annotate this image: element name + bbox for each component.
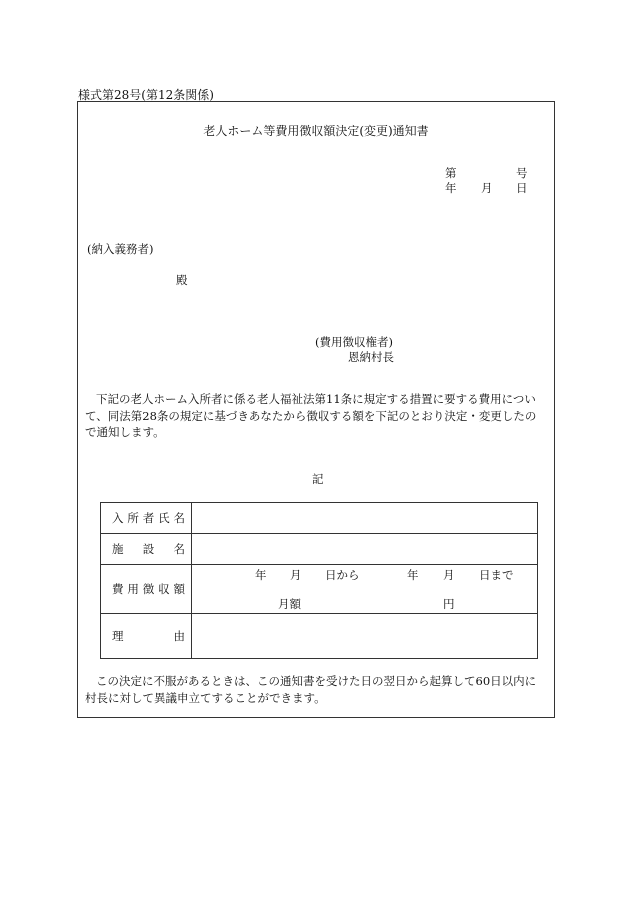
fee-to-year: 年 xyxy=(407,568,419,582)
appeal-line-1: この決定に不服があるときは、この通知書を受けた日の翌日から起算して60日以内に xyxy=(96,674,537,688)
reason-label: 理 由 xyxy=(101,614,192,659)
fee-from-year: 年 xyxy=(255,568,267,582)
reason-field[interactable] xyxy=(192,614,538,659)
fee-label: 費 用 徴 収 額 xyxy=(101,565,192,614)
notice-form-frame xyxy=(77,101,555,718)
resident-name-label: 入 所 者 氏 名 xyxy=(101,503,192,534)
table-row-facility xyxy=(101,534,538,565)
honorific: 殿 xyxy=(176,273,188,287)
fee-field[interactable] xyxy=(192,565,538,614)
issuer-label: (費用徴収権者) xyxy=(315,335,393,349)
facility-field[interactable] xyxy=(192,534,538,565)
form-number: 様式第28号(第12条関係) xyxy=(78,88,214,102)
issuer-name: 恩納村長 xyxy=(348,350,394,364)
body-paragraph xyxy=(85,391,551,441)
recipient-label: (納入義務者) xyxy=(87,242,154,256)
detail-table xyxy=(100,502,538,659)
table-row-fee xyxy=(101,565,538,614)
fee-to-month: 月 xyxy=(443,568,455,582)
body-line-3: で通知します。 xyxy=(85,425,165,439)
record-heading: 記 xyxy=(312,472,324,486)
body-line-2: て、同法第28条の規定に基づきあなたから徴収する額を下記のとおり決定・変更したの xyxy=(85,408,537,423)
table-row-reason xyxy=(101,614,538,659)
document-title: 老人ホーム等費用徴収額決定(変更)通知書 xyxy=(203,124,429,138)
fee-from-day: 日から xyxy=(325,568,360,582)
fee-to-day: 日まで xyxy=(479,568,514,582)
yen-unit: 円 xyxy=(443,597,455,611)
date-day: 日 xyxy=(516,181,528,195)
facility-label: 施 設 名 xyxy=(101,534,192,565)
resident-name-field[interactable] xyxy=(192,503,538,534)
number-prefix: 第 xyxy=(445,166,457,180)
table-row-resident xyxy=(101,503,538,534)
date-year: 年 xyxy=(445,181,457,195)
appeal-line-2: 村長に対して異議申立てすることができます。 xyxy=(85,690,326,705)
date-month: 月 xyxy=(481,181,493,195)
appeal-notice xyxy=(85,673,551,706)
monthly-label: 月額 xyxy=(278,597,301,611)
number-suffix: 号 xyxy=(516,166,528,180)
fee-from-month: 月 xyxy=(290,568,302,582)
body-line-1: 下記の老人ホーム入所者に係る老人福祉法第11条に規定する措置に要する費用につい xyxy=(96,392,536,406)
